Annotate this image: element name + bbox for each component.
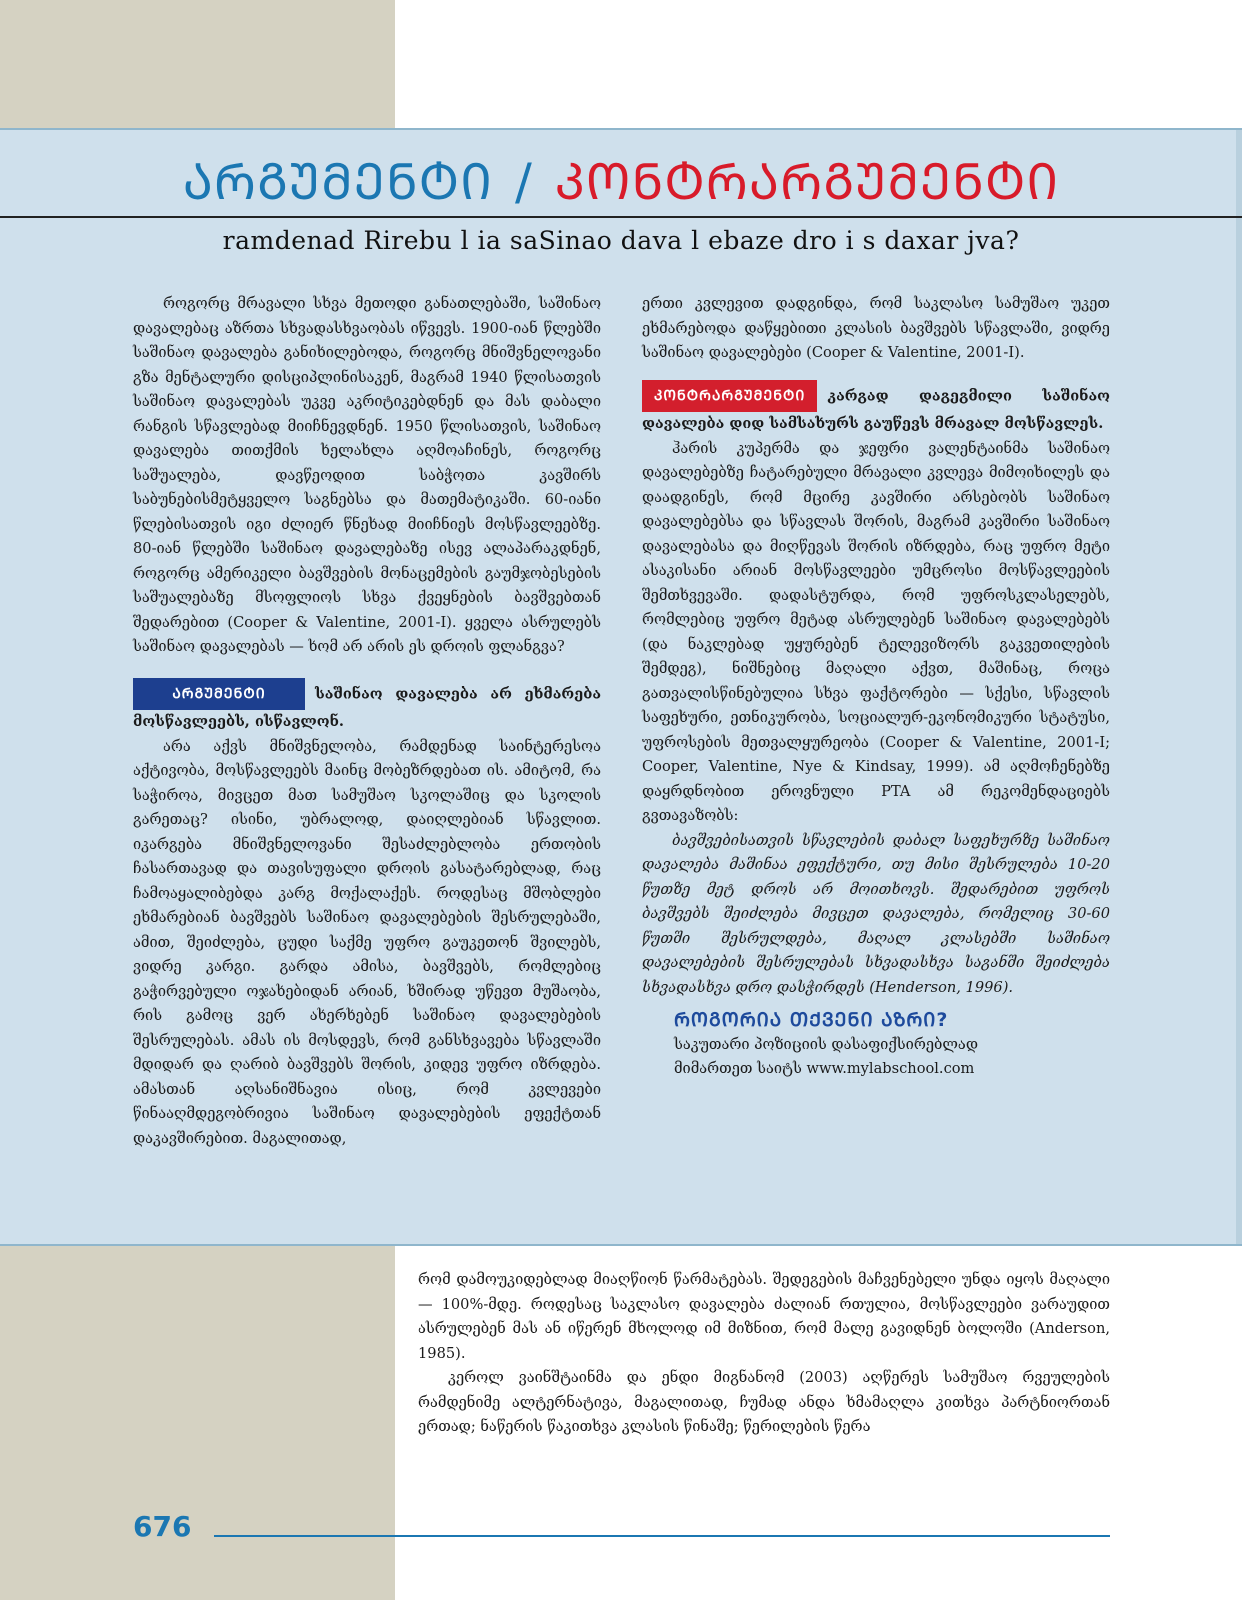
counterargument-label: ᲙᲝᲜᲢᲠᲐᲠᲒᲣᲛᲔᲜᲢᲘ — [642, 380, 817, 413]
opinion-line-2: მიმართეთ საიტს www.mylabschool.com — [674, 1060, 975, 1077]
argument-label: ᲐᲠᲒᲣᲛᲔᲜᲢᲘ — [133, 678, 305, 711]
left-column — [133, 292, 601, 1151]
lower-body-text — [418, 1268, 1110, 1440]
lower-paragraph-1: რომ დამოუკიდებლად მიაღწიონ წარმატებას. შედეგების მაჩვენებელი უნდა იყოს მაღალი — 100%-მდე. როდესაც საკლასო დავალება ძალიან რთულია, მოსწავლეები ვარაუდით ასრულებენ მას ან იწერენ მხოლოდ იმ მიზნით, რომ მალე გავიდნენ ბოლოში (Anderson, 1985). — [418, 1271, 1110, 1362]
box-subtitle: ramdenad Rirebu l ia saSinao dava l ebaze dro i s daxar jva? — [222, 226, 1020, 255]
argument-body: არა აქვს მნიშვნელობა, რამდენად საინტერესოა აქტივობა, მოსწავლეებს მაინც მობეზრდებათ ის. ამიტომ, რა საჭიროა, მივცეთ მათ სამუშაო სკოლაშიც და სკოლის გარეთაც? ისინი, უბრალოდ, დაიღლებიან სწავლით. იკარგება მნიშვნელოვანი შესაძლებლობა ერთობის ჩასართავად და თავისუფალი დროის გასატარებლად, რაც ჩამოაყალიბებდა კარგ მოქალაქეს. როდესაც მშობლები ეხმარებიან ბავშვებს საშინაო დავალებების შესრულებაში, ამით, შეიძლება, ცუდი საქმე უფრო გაუკეთონ შვილებს, ვიდრე კარგი. გარდა ამისა, ბავშვებს, რომლებიც გაჭირვებული ოჯახებიდან არიან, ხშირად უწევთ მუშაობა, რის გამოც ვერ ახერხებენ საშინაო დავალებების შესრულებას. ამას ის მოსდევს, რომ განსხვავება სწავლაში მდიდარ და ღარიბ ბავშვებს შორის, კიდევ უფრო იზრდება. ამასთან აღსანიშნავია ისიც, რომ კვლევები წინააღმდეგობრივია საშინაო დავალებების ეფექტთან დაკავშირებით. მაგალითად, — [133, 737, 601, 1147]
footer-rule — [214, 1535, 1110, 1537]
continuation-paragraph: ერთი კვლევით დადგინდა, რომ საკლასო სამუშაო უკეთ ეხმარებოდა დაწყებითი კლასის ბავშვებს სწავლაში, ვიდრე საშინაო დავალებები (Cooper & Valentine, 2001-I). — [642, 295, 1110, 361]
box-edge — [1236, 130, 1242, 1244]
title-counterargument: ᲙᲝᲜᲢᲠᲐᲠᲒᲣᲛᲔᲜᲢᲘ — [554, 153, 1060, 211]
lower-paragraph-2: კეროლ ვაინშტაინმა და ენდი მიგნანომ (2003) აღწერეს სამუშაო რვეულების რამდენიმე ალტერნატივა, მაგალითად, ჩუმად ანდა ხმამაღლა კითხვა პარტნიორთან ერთად; ნაწერის წაკითხვა კლასის წინაშე; წერილების წერა — [418, 1369, 1110, 1435]
counterargument-body: ჰარის კუპერმა და ჯეფრი ვალენტაინმა საშინაო დავალებებზე ჩატარებული მრავალი კვლევა მიმოიხილეს და დაადგინეს, რომ მცირე კავშირი არსებობს საშინაო დავალებებსა და სწავლას შორის, მაგრამ კავშირი საშინაო დავალებასა და მიღწევას შორის იზრდება, რაც უფრო მეტი ასაკისანი არიან მოსწავლეები უმცროსი მოსწავლეების შემთხვევაში. დადასტურდა, რომ უფროსკლასელებს, რომლებიც უფრო მეტად ასრულებენ საშინაო დავალებებს (და ნაკლებად უყურებენ ტელევიზორს გაკვეთილების შემდეგ), ნიშნებიც მაღალი აქვთ, მაშინაც, როცა გათვალისწინებულია სხვა ფაქტორები — სქესი, სწავლის საფეხური, ეთნიკურობა, სოციალურ-ეკონომიკური სტატუსი, უფროსების მეთვალყურეობა (Cooper & Valentine, 2001-I; Cooper, Valentine, Nye & Kindsay, 1999). ამ აღმოჩენებზე დაყრდნობით ეროვნული PTA ამ რეკომენდაციებს გვთავაზობს: — [642, 439, 1110, 824]
page-number: 676 — [133, 1510, 192, 1543]
argument-heading: საშინაო დავალება არ ეხმარება მოსწავლეებს, ისწავლონ. — [133, 684, 601, 730]
recommendation-paragraph: ბავშვებისათვის სწავლების დაბალ საფეხურზე საშინაო დავალება მაშინაა ეფექტური, თუ მისი შესრულება 10-20 წუთზე მეტ დროს არ მოითხოვს. შედარებით უფროს ბავშვებს შეიძლება მივცეთ დავალება, რომელიც 30-60 წუთში შესრულდება, მაღალ კლასებში საშინაო დავალებების შესრულებას სხვადასხვა საგანში შეიძლება სხვადასხვა დრო დასჭირდეს (Henderson, 1996). — [642, 831, 1110, 996]
box-title — [0, 152, 1242, 212]
opinion-title: ᲠᲝᲒᲝᲠᲘᲐ ᲗᲥᲕᲔᲜᲘ ᲐᲖᲠᲘ? — [674, 1009, 949, 1031]
counterargument-heading: კარგად დაგეგმილი საშინაო დავალება დიდ სამსახურს გაუწევს მრავალ მოსწავლეს. — [642, 386, 1110, 432]
title-argument: ᲐᲠᲒᲣᲛᲔᲜᲢᲘ — [182, 153, 493, 211]
right-column — [642, 292, 1110, 1082]
title-rule — [0, 216, 1242, 218]
opinion-line-1: საკუთარი პოზიციის დასაფიქსირებლად — [674, 1035, 978, 1053]
intro-paragraph: როგორც მრავალი სხვა მეთოდი განათლებაში, საშინაო დავალებაც აზრთა სხვადასხვაობას იწვევს. 1900-იან წლებში საშინაო დავალება განიხილებოდა, როგორც მნიშვნელოვანი გზა მენტალური დისციპლინისაკენ, მაგრამ 1940 წლისათვის საშინაო დავალებას უკვე აკრიტიკებდნენ და მას დაბალი რანგის სწავლებად მიიჩნევდნენ. 1950 წლისათვის, საშინაო დავალება თითქმის ხელახლა აღმოაჩინეს, როგორც საშუალება, დავწეოდით საბჭოთა კავშირს საბუნებისმეტყველო საგნებსა და მათემატიკაში. 60-იანი წლებისათვის იგი ძლიერ წნეხად მიიჩნიეს მოსწავლეებზე. 80-იან წლებში საშინაო დავალებაზე ისევ ალაპარაკდნენ, როგორც ამერიკელი ბავშვების მონაცემების გაუმჯობესების საშუალებაზე მსოფლიოს სხვა ქვეყნების ბავშვებთან შედარებით (Cooper & Valentine, 2001-I). ყველა ასრულებს საშინაო დავალებას — ხომ არ არის ეს დროის ფლანგვა? — [133, 295, 601, 655]
counterargument-block — [642, 380, 1110, 437]
argument-box — [0, 128, 1242, 1246]
argument-block — [133, 678, 601, 735]
title-slash: / — [514, 153, 533, 211]
